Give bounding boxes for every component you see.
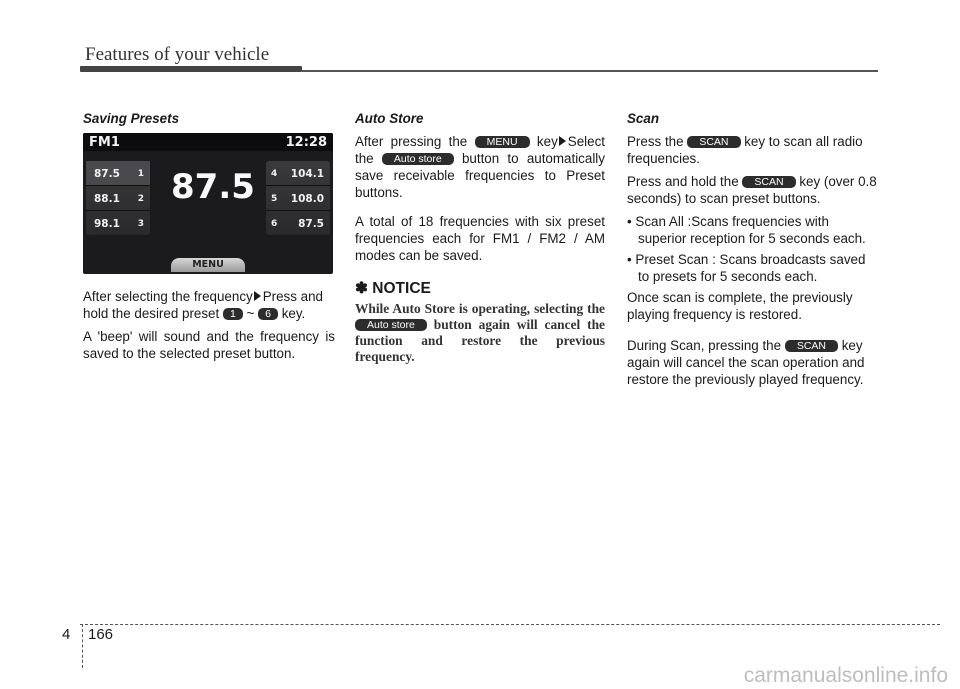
text-run: Press and hold the desired preset: [83, 289, 324, 321]
preset-frequency: 104.1: [290, 168, 324, 180]
menu-key-icon: MENU: [475, 136, 530, 148]
text-run: key (over 0.8 seconds) to scan preset buttons.: [627, 174, 877, 206]
preset-row: [86, 211, 150, 235]
preset-frequency: 98.1: [94, 218, 120, 230]
scan-key-icon: SCAN: [785, 340, 838, 352]
auto-store-capacity: A total of 18 frequencies with six preset frequencies each for FM1 / FM2 / AM modes can be saved.: [355, 214, 605, 263]
auto-store-key-icon: Auto store: [382, 153, 454, 165]
column-saving-presets: [83, 110, 335, 368]
section-title-saving-presets: Saving Presets: [83, 111, 180, 126]
text-run: Press and hold the: [627, 174, 739, 189]
notice-heading: ✽ NOTICE: [355, 280, 431, 297]
preset-row: [266, 211, 330, 235]
preset-frequency: 87.5: [94, 168, 120, 180]
text-run: button again will cancel the function and restore the previous frequency.: [355, 317, 605, 364]
scan-key-icon: SCAN: [687, 136, 740, 148]
preset-number: 2: [137, 194, 144, 204]
bullet-preset-scan: • Preset Scan : Scans broadcasts saved to presets for 5 seconds each.: [627, 252, 866, 284]
text-run: Select the: [355, 134, 605, 166]
arrow-right-icon: [254, 291, 261, 301]
preset-frequency: 87.5: [298, 218, 324, 230]
header-rule-thin: [302, 70, 878, 72]
footer-rule: [80, 624, 940, 625]
header-rule-thick: [80, 66, 302, 72]
preset-number: 3: [137, 219, 144, 229]
section-title-auto-store: Auto Store: [355, 111, 424, 126]
preset-scan-instruction: [627, 173, 879, 207]
page-number: 166: [88, 626, 114, 643]
preset-list-right: [266, 161, 330, 235]
text-run: key to scan all radio frequencies.: [627, 134, 863, 166]
preset-row: [266, 161, 330, 186]
text-run: key: [536, 134, 558, 149]
preset-list-left: [86, 161, 150, 235]
saving-presets-instruction: [83, 288, 335, 322]
arrow-right-icon: [559, 136, 566, 146]
column-auto-store: [355, 110, 605, 365]
preset-number: 5: [271, 194, 278, 204]
preset-row: [86, 186, 150, 211]
text-run: After selecting the frequency: [83, 289, 253, 304]
preset-1-key-icon: 1: [223, 308, 243, 320]
radio-clock: 12:28: [285, 135, 327, 150]
scan-instruction: [627, 133, 879, 167]
preset-row: [266, 186, 330, 211]
preset-frequency: 108.0: [290, 193, 324, 205]
preset-number: 1: [137, 169, 144, 179]
page-header-title: Features of your vehicle: [85, 44, 270, 65]
text-run: ~: [246, 306, 255, 321]
radio-current-frequency: 87.5: [171, 167, 255, 207]
text-run: During Scan, pressing the: [627, 338, 782, 353]
radio-top-bar: [83, 133, 333, 151]
text-run: Press the: [627, 134, 684, 149]
column-scan: [627, 110, 879, 394]
bullet-scan-all: • Scan All :Scans frequencies with superior reception for 5 seconds each.: [627, 214, 866, 246]
saving-presets-beep-note: A 'beep' will sound and the frequency is saved to the selected preset button.: [83, 329, 335, 361]
scan-cancel-note: [627, 337, 879, 388]
text-run: key again will cancel the scan operation and restore the previously played frequency.: [627, 338, 865, 387]
scan-complete-note: Once scan is complete, the previously playing frequency is restored.: [627, 290, 853, 322]
scan-key-icon: SCAN: [742, 176, 795, 188]
page-section-number: 4: [62, 626, 71, 643]
preset-frequency: 88.1: [94, 193, 120, 205]
radio-screen-image: [83, 133, 333, 274]
notice-body: [355, 301, 605, 365]
footer-divider: [82, 624, 83, 668]
preset-number: 6: [271, 219, 278, 229]
text-run: key.: [281, 306, 306, 321]
text-run: While Auto Store is operating, selecting the: [355, 301, 605, 316]
text-run: After pressing the: [355, 134, 468, 149]
radio-band: FM1: [89, 135, 120, 150]
radio-menu-button: MENU: [171, 258, 245, 272]
text-run: button to automatically save receivable frequencies to Preset buttons.: [355, 151, 605, 200]
preset-number: 4: [271, 169, 278, 179]
watermark-text: carmanualsonline.info: [743, 664, 948, 687]
preset-6-key-icon: 6: [258, 308, 278, 320]
section-title-scan: Scan: [627, 111, 660, 126]
auto-store-instruction: [355, 133, 605, 201]
preset-row: [86, 161, 150, 186]
auto-store-key-icon: Auto store: [355, 319, 427, 331]
